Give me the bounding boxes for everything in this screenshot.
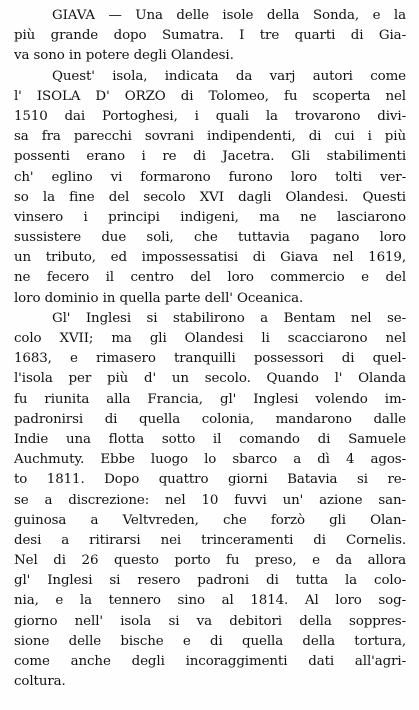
text-line: più grande dopo Sumatra. I tre quarti di Gia-	[14, 28, 406, 44]
text-line: Nel di 26 questo porto fu preso, e da allora	[14, 553, 406, 569]
text-line: nia, e la tennero sino al 1814. Al loro sog-	[14, 593, 406, 609]
text-line: sussistere due soli, che tuttavia pagano loro	[14, 230, 406, 246]
text-line: colo XVII; ma gli Olandesi li scacciarono nel	[14, 331, 406, 346]
text-line: l' ISOLA D' ORZO di Tolomeo, fu scoperta nel	[14, 88, 406, 104]
text-line: vinsero i principi indigeni, ma ne lasciarono	[14, 209, 406, 225]
text-line: sa fra parecchi sovrani indipendenti, di cui i più	[14, 129, 406, 145]
text-line: un tributo, ed impossessatisi di Giava nel 1619,	[14, 250, 406, 266]
text-line: 1683, e rimasero tranquilli possessori di quel-	[14, 351, 406, 367]
text-line: gl' Inglesi si resero padroni di tutta la colo-	[14, 573, 406, 589]
text-line: Quest' isola, indicata da varj autori come	[52, 68, 406, 84]
text-line: l'isola per più d' un secolo. Quando l' Olanda	[14, 371, 406, 387]
text-line: coltura.	[14, 674, 66, 690]
text-line: 1510 dai Portoghesi, i quali la trovarono divi-	[14, 108, 406, 124]
text-line: guinosa a Veltvreden, che forzò gli Olan-	[14, 512, 406, 528]
text-line: giorno nell' isola si va debitori della soppres-	[14, 613, 406, 629]
text-line: come anche degli incoraggimenti dati all'agri-	[14, 654, 406, 669]
text-line: loro dominio in quella parte dell' Oceanica.	[14, 290, 304, 306]
article-text	[14, 6, 406, 692]
text-line: Gl' Inglesi si stabilirono a Bentam nel se-	[52, 310, 406, 326]
text-line: desi a ritirarsi nei trinceramenti di Cornelis.	[14, 532, 406, 548]
text-line: possenti erano i re di Jacetra. Gli stabilimenti	[14, 149, 406, 165]
text-line: padronirsi di quella colonia, mandarono dalle	[14, 411, 406, 427]
text-line: Indie una flotta sotto il comando di Samuele	[14, 431, 406, 447]
text-line: ch' eglino vi formarono furono loro tolti ver-	[14, 169, 406, 185]
text-line: to 1811. Dopo quattro giorni Batavia si re-	[14, 472, 406, 488]
text-line: Auchmuty. Ebbe luogo lo sbarco a dì 4 agos-	[14, 452, 406, 468]
text-line: fu riunita alla Francia, gl' Inglesi volendo im-	[14, 391, 406, 407]
text-line: sione delle bische e di quella della tortura,	[14, 633, 406, 649]
text-line: va sono in potere degli Olandesi.	[14, 48, 234, 64]
text-line: so la fine del secolo XVI dagli Olandesi. Questi	[14, 189, 406, 205]
text-line: GIAVA — Una delle isole della Sonda, e la	[52, 8, 406, 23]
text-line: ne fecero il centro del loro commercio e del	[14, 270, 406, 286]
text-line: se a discrezione: nel 10 fuvvi un' azione san-	[14, 492, 406, 508]
